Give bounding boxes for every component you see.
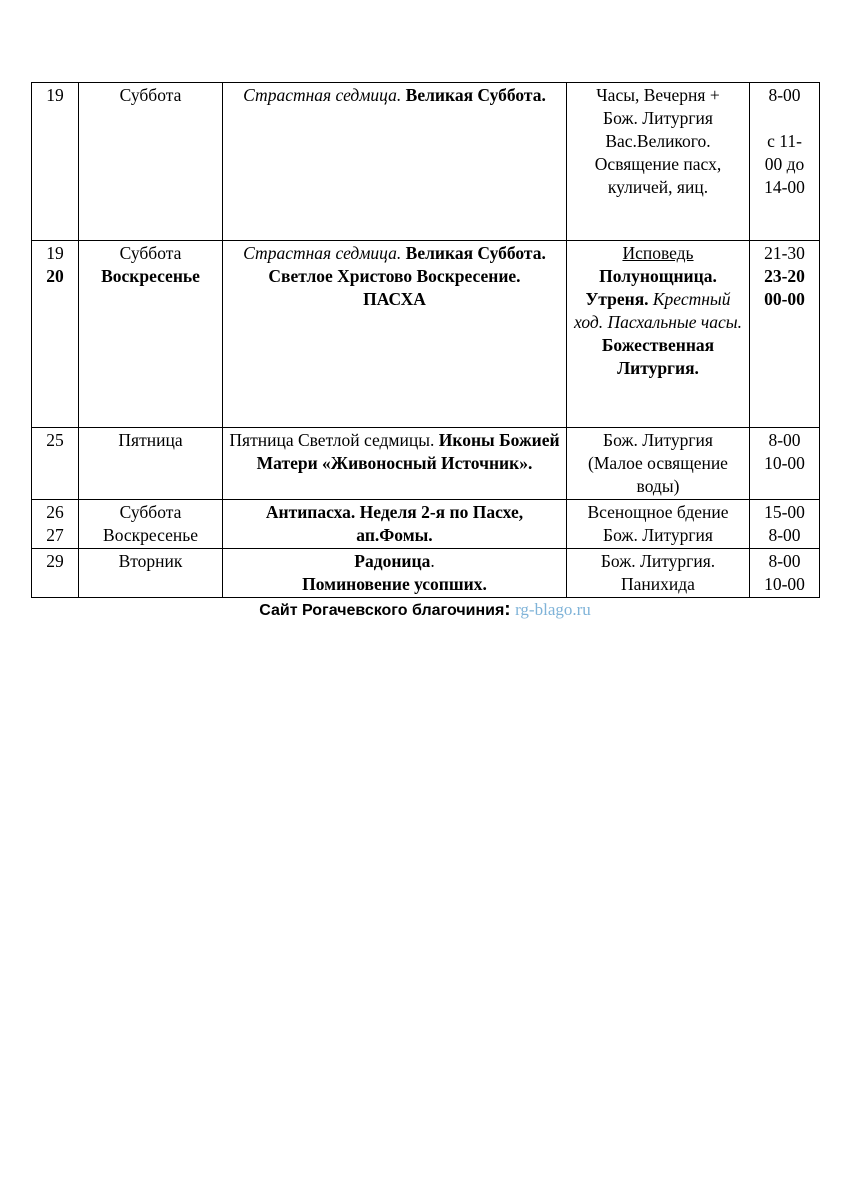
- event-cell: [223, 428, 567, 500]
- time: 8-00: [768, 551, 801, 571]
- service-cell: [567, 83, 750, 241]
- footer-label: Сайт Рогачевского благочиния: [259, 602, 505, 619]
- service-line: Бож. Литургия: [603, 525, 713, 545]
- date: 19: [46, 85, 64, 105]
- event-bold: Радоница: [354, 551, 431, 571]
- date-cell: [32, 241, 79, 428]
- day-cell: [79, 428, 223, 500]
- event-normal: .: [430, 551, 435, 571]
- time: 14-00: [764, 177, 805, 197]
- event-cell: [223, 500, 567, 549]
- date: 26: [46, 502, 64, 522]
- time-cell: [750, 549, 820, 598]
- time: 23-20: [764, 266, 805, 286]
- weekday: Суббота: [119, 85, 182, 105]
- time: 15-00: [764, 502, 805, 522]
- date: 19: [46, 243, 64, 263]
- weekday: Воскресенье: [103, 525, 198, 545]
- site-link[interactable]: rg-blago.ru: [515, 600, 591, 619]
- event-bold: Светлое Христово Воскресение.: [268, 266, 521, 286]
- service-cell: [567, 500, 750, 549]
- event-italic: Страстная седмица.: [243, 85, 402, 105]
- time-cell: [750, 83, 820, 241]
- time-cell: [750, 428, 820, 500]
- service-line: Бож. Литургия: [603, 108, 713, 128]
- table-row: [32, 428, 820, 500]
- event-bold: Антипасха. Неделя 2-я по Пасхе, ап.Фомы.: [265, 502, 524, 545]
- service-line: Вас.Великого.: [605, 131, 711, 151]
- date-cell: [32, 500, 79, 549]
- day-cell: [79, 241, 223, 428]
- service-line: Всенощное бдение: [587, 502, 729, 522]
- event-bold: Великая Суббота.: [405, 85, 546, 105]
- time: 10-00: [764, 574, 805, 594]
- service-confession: Исповедь: [622, 243, 694, 263]
- date: 29: [46, 551, 64, 571]
- table-row: [32, 241, 820, 428]
- service-line: Бож. Литургия.: [600, 551, 716, 571]
- date-cell: [32, 428, 79, 500]
- service-cell: [567, 428, 750, 500]
- date-cell: [32, 83, 79, 241]
- schedule-table: [31, 82, 820, 598]
- service-line: Полунощница.: [599, 266, 717, 286]
- date: 20: [46, 266, 64, 286]
- service-line: Панихида: [621, 574, 695, 594]
- event-bold: Иконы Божией Матери «Живоносный Источник».: [256, 430, 560, 473]
- footer-colon: :: [504, 599, 511, 620]
- date: 25: [46, 430, 64, 450]
- table-row: [32, 500, 820, 549]
- event-bold: Великая Суббота.: [405, 243, 546, 263]
- weekday: Воскресенье: [101, 266, 200, 286]
- time-cell: [750, 500, 820, 549]
- weekday: Вторник: [118, 551, 183, 571]
- time: 8-00: [768, 525, 801, 545]
- service-cell: [567, 549, 750, 598]
- event-cell: [223, 241, 567, 428]
- service-cell: [567, 241, 750, 428]
- day-cell: [79, 500, 223, 549]
- footer: [31, 598, 819, 623]
- time: 21-30: [764, 243, 805, 263]
- service-line: куличей, яиц.: [607, 177, 709, 197]
- time: 00-00: [764, 289, 805, 309]
- service-line: Утреня.: [585, 289, 649, 309]
- service-line: (Малое освящение: [588, 453, 728, 473]
- event-bold: Поминовение усопших.: [302, 574, 487, 594]
- time: 00 до: [764, 154, 805, 174]
- time-cell: [750, 241, 820, 428]
- table-row: [32, 549, 820, 598]
- service-line: Часы, Вечерня +: [596, 85, 720, 105]
- service-line: воды): [636, 476, 680, 496]
- event-cell: [223, 83, 567, 241]
- weekday: Суббота: [119, 502, 182, 522]
- service-line: Бож. Литургия: [603, 430, 713, 450]
- time: с 11-: [767, 131, 802, 151]
- day-cell: [79, 83, 223, 241]
- date-cell: [32, 549, 79, 598]
- event-normal: Пятница Светлой седмицы.: [229, 430, 435, 450]
- service-line: Божественная Литургия.: [601, 335, 715, 378]
- table-row: [32, 83, 820, 241]
- service-italic: Крестный ход. Пасхальные часы.: [573, 289, 743, 332]
- event-bold: ПАСХА: [363, 289, 426, 309]
- weekday: Пятница: [118, 430, 183, 450]
- day-cell: [79, 549, 223, 598]
- service-line: Освящение пасх,: [594, 154, 722, 174]
- time: 8-00: [768, 85, 801, 105]
- event-cell: [223, 549, 567, 598]
- time: 8-00: [768, 430, 801, 450]
- time: 10-00: [764, 453, 805, 473]
- event-italic: Страстная седмица.: [243, 243, 402, 263]
- weekday: Суббота: [119, 243, 182, 263]
- date: 27: [46, 525, 64, 545]
